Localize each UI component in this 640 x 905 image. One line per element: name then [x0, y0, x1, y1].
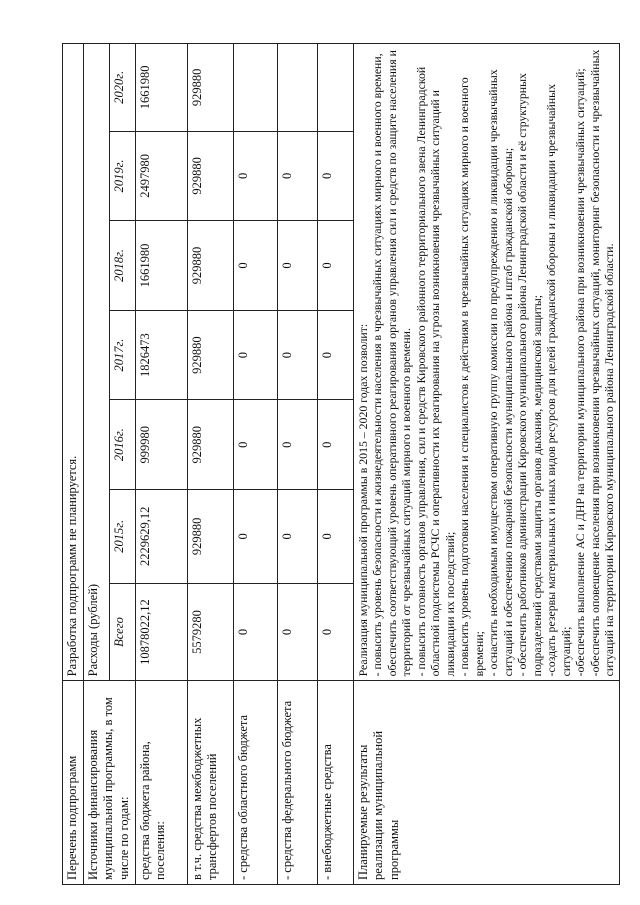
results-text — [353, 44, 619, 681]
cell-value: 2229629,12 — [135, 489, 187, 583]
table-row — [277, 44, 317, 885]
program-passport-table — [62, 43, 620, 885]
column-header: 2018г. — [109, 221, 135, 311]
results-line: -обеспечить оповещение населения при возникновении чрезвычайных ситуаций, мониторинг безопасности и чрезвычайных ситуаций на территории Кировского муниципального района Ленинградской области. — [587, 49, 616, 677]
cell-value: 0 — [233, 221, 277, 311]
cell-value — [277, 44, 317, 132]
cell-value — [317, 44, 353, 132]
cell-value: 1661980 — [135, 221, 187, 311]
cell-value: 0 — [277, 400, 317, 490]
column-header: 2017г. — [109, 310, 135, 400]
results-line: - оснастить необходимым имуществом оперативную группу комиссии по предупреждению и ликвидации чрезвычайных ситуаций и обеспечению пожарной безопасности муниципального района и штаб гражданской обороны; — [486, 69, 515, 677]
table-row — [135, 44, 187, 885]
cell-value: 0 — [233, 400, 277, 490]
cell-value: 0 — [233, 489, 277, 583]
cell-value: 10878022,12 — [135, 583, 187, 681]
cell-value: 0 — [317, 131, 353, 221]
results-line: Реализация муниципальной программы в 2015 – 2020 годах позволит: — [355, 323, 370, 677]
column-header: Всего — [109, 583, 135, 681]
table-row — [317, 44, 353, 885]
cell-value: 5579280 — [187, 583, 233, 681]
results-line: - повысить готовность органов управления, сил и средств Кировского районного территориального звена Ленинградской областной подсистемы РСЧС и оперативности их реагирования на угрозы возникновения чрезвычайных ситуаций и ликвидации их последствий; — [413, 66, 457, 677]
table-row — [63, 44, 84, 885]
results-line: - обеспечить работников администрации Кировского муниципального района Ленинградской области и её структурных подразделений средствами защиты органов дыхания, медицинской защиты; — [515, 73, 544, 677]
row-label: - средства областного бюджета — [233, 681, 277, 885]
cell-value: 0 — [277, 221, 317, 311]
table-row — [83, 44, 109, 885]
results-line: - повысить уровень безопасности и жизнедеятельности населения в чрезвычайных ситуациях мирного и военного времени, обеспечить соответствующий уровень оперативного реагирования органов управления сил и средств по защите населения и территорий от чрезвычайных ситуаций мирного и военного времени. — [370, 50, 413, 677]
cell-value: 0 — [233, 310, 277, 400]
cell-value: 929880 — [187, 44, 233, 132]
cell-value: 2497980 — [135, 131, 187, 221]
results-line: - повысить уровень подготовки населения и специалистов к действиям в чрезвычайных ситуациях мирного и военного времени; — [457, 77, 486, 677]
cell-value: 0 — [233, 131, 277, 221]
expenses-header: Расходы (рублей) — [83, 44, 109, 681]
column-header: 2016г. — [109, 400, 135, 490]
row-label: в т.ч. средства межбюджетных трансфертов поселений — [187, 681, 233, 885]
results-line: -создать резервы материальных и иных видов ресурсов для целей гражданской обороны и ликвидации чрезвычайных ситуаций; — [544, 84, 573, 677]
cell-value: 0 — [233, 583, 277, 681]
table-row — [233, 44, 277, 885]
results-line: -обеспечить выполнение АС и ДНР на территории муниципального района при возникновении чрезвычайных ситуаций; — [573, 68, 587, 677]
cell-value: 0 — [317, 489, 353, 583]
cell-value: 0 — [317, 583, 353, 681]
cell-value: 0 — [317, 400, 353, 490]
row-label: Планируемые результаты реализации муниципальной программы — [353, 681, 619, 885]
row-label: - средства федерального бюджета — [277, 681, 317, 885]
subprograms-value: Разработка подпрограмм не планируется. — [63, 44, 84, 681]
cell-value: 929880 — [187, 489, 233, 583]
row-label: Источники финансирования муниципальной программы, в том числе по годам: — [83, 681, 135, 885]
row-label: - внебюджетные средства — [317, 681, 353, 885]
cell-value: 929880 — [187, 131, 233, 221]
row-label: Перечень подпрограмм — [63, 681, 84, 885]
cell-value: 929880 — [187, 400, 233, 490]
cell-value: 1826473 — [135, 310, 187, 400]
cell-value: 0 — [277, 583, 317, 681]
cell-value: 1661980 — [135, 44, 187, 132]
cell-value: 0 — [317, 221, 353, 311]
table-row — [187, 44, 233, 885]
cell-value: 929880 — [187, 310, 233, 400]
column-header: 2015г. — [109, 489, 135, 583]
cell-value: 0 — [277, 310, 317, 400]
column-header: 2020г. — [109, 44, 135, 132]
table-row — [353, 44, 619, 885]
cell-value: 0 — [277, 131, 317, 221]
cell-value — [233, 44, 277, 132]
cell-value: 0 — [277, 489, 317, 583]
cell-value: 929880 — [187, 221, 233, 311]
cell-value: 0 — [317, 310, 353, 400]
column-header: 2019г. — [109, 131, 135, 221]
row-label: средства бюджета района, поселения: — [135, 681, 187, 885]
cell-value: 999980 — [135, 400, 187, 490]
